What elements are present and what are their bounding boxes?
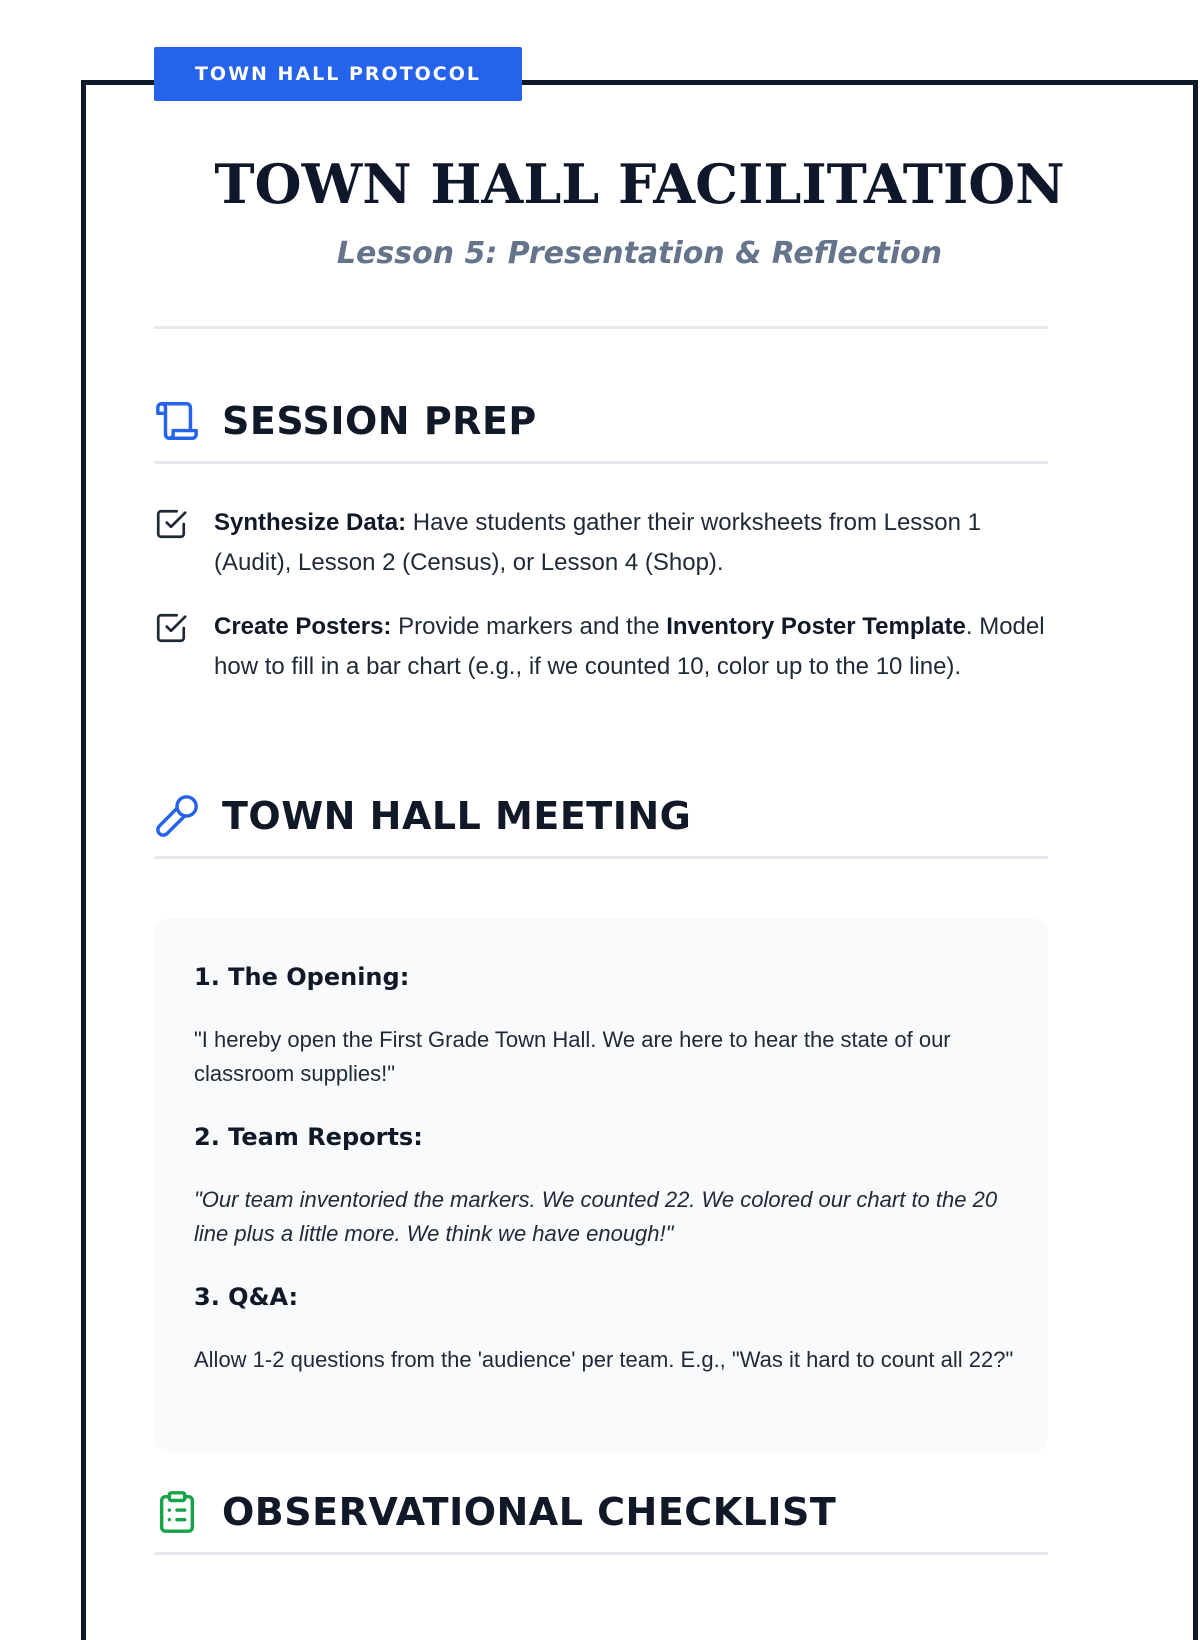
item-body: Have students gather their worksheets from Lesson 1 (Audit), Lesson 2 (Census), or Lesson 4 (Shop). xyxy=(214,509,982,576)
section-divider xyxy=(154,461,1048,464)
template-name: Inventory Poster Template xyxy=(666,613,966,640)
section-title: TOWN HALL MEETING xyxy=(222,794,692,838)
item-label: Create Posters: xyxy=(214,613,392,640)
protocol-badge: TOWN HALL PROTOCOL xyxy=(154,47,522,101)
page-subtitle: Lesson 5: Presentation & Reflection xyxy=(336,236,943,271)
step-title-team-reports: 2. Team Reports: xyxy=(194,1123,423,1151)
clipboard-icon xyxy=(154,1489,200,1535)
section-heading-town-hall-meeting xyxy=(154,786,1048,846)
microphone-icon xyxy=(154,793,200,839)
section-heading-observational-checklist xyxy=(154,1482,1048,1542)
step-title-opening: 1. The Opening: xyxy=(194,963,410,991)
list-item-text xyxy=(214,503,1048,583)
section-title: SESSION PREP xyxy=(222,399,537,443)
item-label: Synthesize Data: xyxy=(214,509,407,536)
page-title: TOWN HALL FACILITATION xyxy=(214,152,1065,216)
section-title: OBSERVATIONAL CHECKLIST xyxy=(222,1490,837,1534)
section-divider xyxy=(154,1552,1048,1555)
section-heading-session-prep xyxy=(154,391,1048,451)
section-divider xyxy=(154,856,1048,859)
list-item-text xyxy=(214,607,1048,687)
item-body: Provide markers and the xyxy=(391,613,667,640)
checkbox-checked-icon xyxy=(154,507,188,541)
list-item xyxy=(154,503,1048,583)
step-title-qa: 3. Q&A: xyxy=(194,1283,299,1311)
step-body-team-reports: "Our team inventoried the markers. We counted 22. We colored our chart to the 20 line plus a little more. We think we have enough!" xyxy=(194,1187,998,1246)
item-body-cont: . Model how to fill in a bar chart (e.g., if we counted 10, color up to the 10 line). xyxy=(214,613,1045,680)
list-item xyxy=(154,607,1048,687)
scroll-icon xyxy=(154,398,200,444)
checkbox-checked-icon xyxy=(154,611,188,645)
step-body-qa: Allow 1-2 questions from the 'audience' per team. E.g., "Was it hard to count all 22?" xyxy=(194,1347,1014,1372)
step-body-opening: "I hereby open the First Grade Town Hall. We are here to hear the state of our classroom supplies!" xyxy=(194,1027,951,1086)
title-divider xyxy=(154,326,1048,329)
